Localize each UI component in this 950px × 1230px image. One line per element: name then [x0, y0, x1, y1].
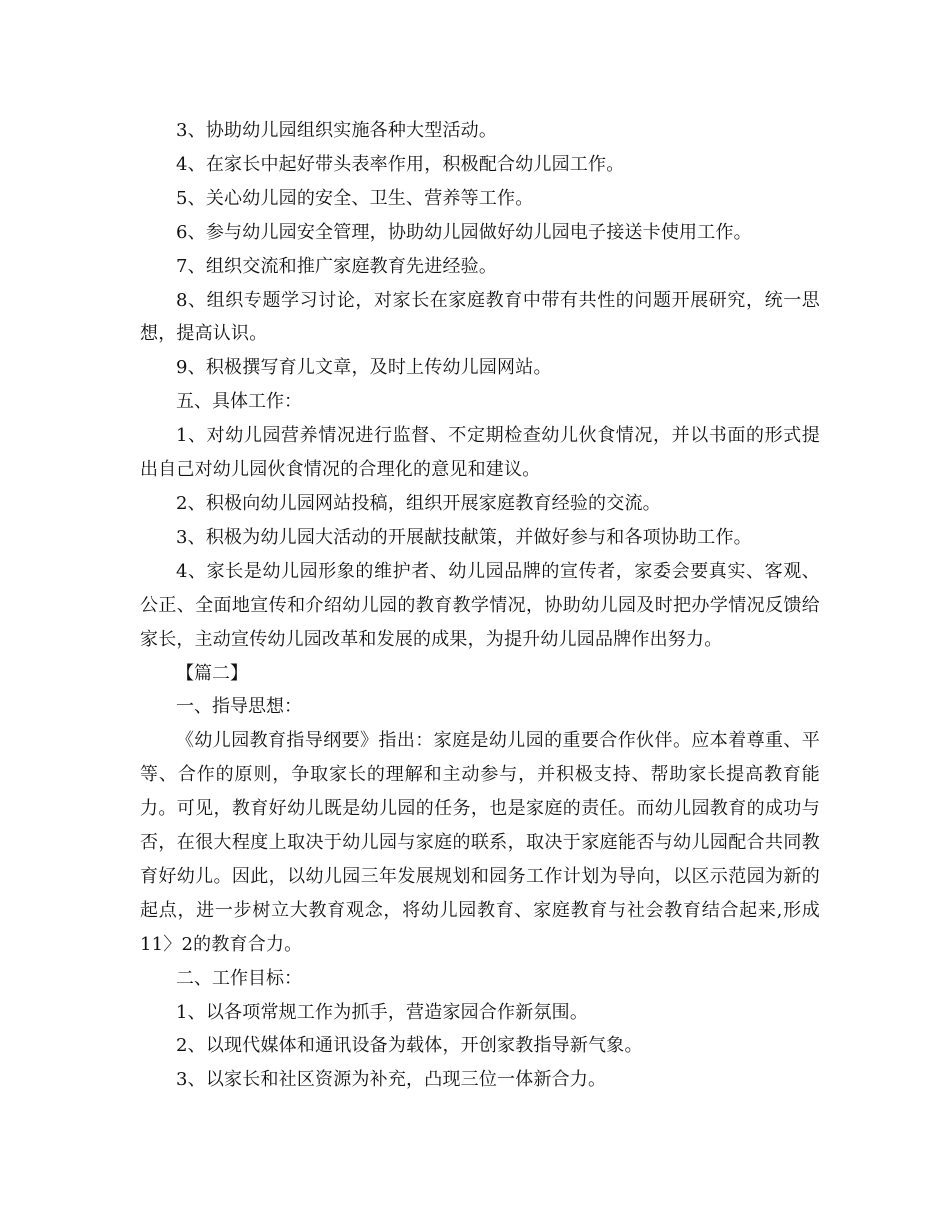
paragraph-guiding-thought: 《幼儿园教育指导纲要》指出：家庭是幼儿园的重要合作伙伴。应本着尊重、平等、合作的原则，争取家长的理解和主动参与，并积极支持、帮助家长提高教育能力。可见，教育好幼儿既是幼儿园的任务，也是家庭的责任。而幼儿园教育的成功与否，在很大程度上取决于幼儿园与家庭的联系，取决于家庭能否与幼儿园配合共同教育好幼儿。因此，以幼儿园三年发展规划和园务工作计划为导向，以区示范园为新的起点，进一步树立大教育观念，将幼儿园教育、家庭教育与社会教育结合起来,形成11〉2的教育合力。	[140, 730, 820, 955]
paragraph-goal-5: 5、关心幼儿园的安全、卫生、营养等工作。	[176, 187, 534, 209]
document-body	[140, 114, 820, 1097]
paragraph-goal-9: 9、积极撰写育儿文章，及时上传幼儿园网站。	[176, 357, 552, 379]
paragraph-target-3: 3、以家长和社区资源为补充，凸现三位一体新合力。	[176, 1069, 607, 1091]
paragraph-target-2: 2、以现代媒体和通讯设备为载体，开创家教指导新气象。	[176, 1035, 643, 1057]
part-two-heading: 【篇二】	[176, 662, 248, 684]
section-heading-guiding-thought: 一、指导思想：	[176, 696, 302, 718]
paragraph-work-4: 4、家长是幼儿园形象的维护者、幼儿园品牌的宣传者，家委会要真实、客观、公正、全面地宣传和介绍幼儿园的教育教学情况，协助幼儿园及时把办学情况反馈给家长，主动宣传幼儿园改革和发展的成果，为提升幼儿园品牌作出努力。	[140, 560, 820, 650]
section-heading-work-goals: 二、工作目标：	[176, 967, 302, 989]
paragraph-goal-6: 6、参与幼儿园安全管理，协助幼儿园做好幼儿园电子接送卡使用工作。	[176, 221, 752, 243]
paragraph-work-3: 3、积极为幼儿园大活动的开展献技献策，并做好参与和各项协助工作。	[176, 526, 752, 548]
paragraph-goal-8: 8、组织专题学习讨论，对家长在家庭教育中带有共性的问题开展研究，统一思想，提高认识。	[140, 289, 820, 345]
paragraph-goal-7: 7、组织交流和推广家庭教育先进经验。	[176, 255, 498, 277]
section-heading-specific-work: 五、具体工作：	[176, 391, 302, 413]
paragraph-work-2: 2、积极向幼儿园网站投稿，组织开展家庭教育经验的交流。	[176, 492, 661, 514]
paragraph-work-1: 1、对幼儿园营养情况进行监督、不定期检查幼儿伙食情况，并以书面的形式提出自己对幼儿园伙食情况的合理化的意见和建议。	[140, 425, 820, 481]
paragraph-goal-3: 3、协助幼儿园组织实施各种大型活动。	[176, 120, 498, 141]
paragraph-target-1: 1、以各项常规工作为抓手，营造家园合作新氛围。	[176, 1001, 589, 1023]
paragraph-goal-4: 4、在家长中起好带头表率作用，积极配合幼儿园工作。	[176, 153, 625, 175]
